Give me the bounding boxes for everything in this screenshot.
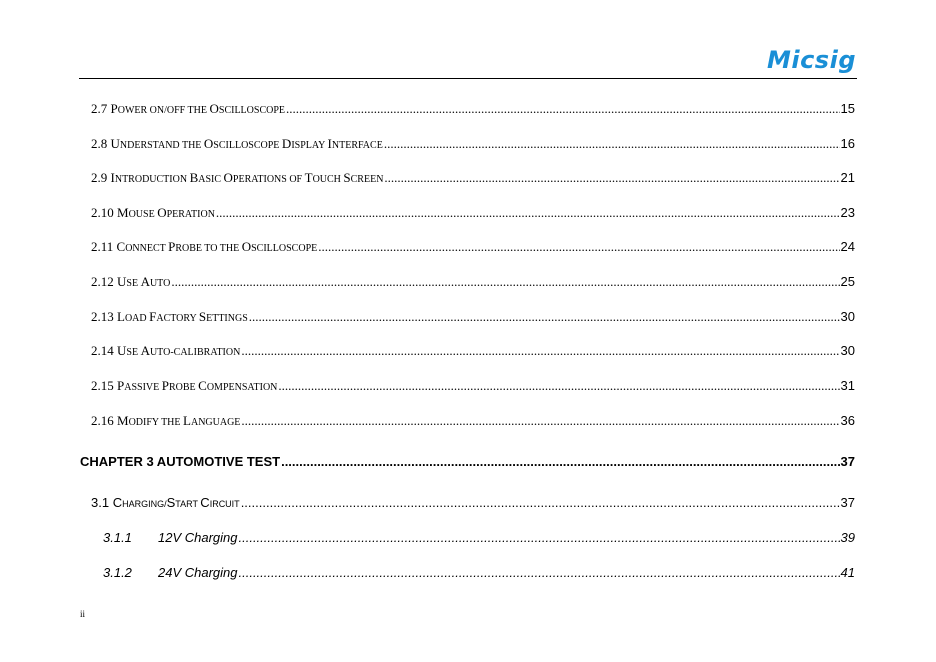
micsig-logo: Micsig xyxy=(766,46,856,74)
dot-leader xyxy=(318,239,839,255)
toc-page-number: 15 xyxy=(840,101,855,116)
dot-leader xyxy=(216,205,840,221)
toc-page-number: 25 xyxy=(840,274,855,289)
toc-page-number: 30 xyxy=(840,343,855,358)
toc-entry-3-1-2[interactable] xyxy=(103,565,855,580)
dot-leader xyxy=(249,309,840,325)
footer-page-number: ii xyxy=(80,609,86,619)
toc-page-number: 31 xyxy=(840,378,855,393)
dot-leader xyxy=(384,136,840,152)
dot-leader xyxy=(241,343,839,359)
toc-page-number: 41 xyxy=(840,565,855,580)
toc-entry-title: 2.10 MOUSE OPERATION xyxy=(91,205,215,220)
toc-page-number: 37 xyxy=(840,495,855,510)
dot-leader xyxy=(171,274,839,290)
toc-entry-title: 2.14 USE AUTO-CALIBRATION xyxy=(91,343,241,358)
toc-entry-2-11[interactable] xyxy=(91,239,855,255)
dot-leader xyxy=(384,170,839,186)
toc-entry-title: 3.1 CHARGING/START CIRCUIT xyxy=(91,495,240,510)
toc-entry-chapter-3[interactable] xyxy=(80,454,855,469)
toc-entry-2-13[interactable] xyxy=(91,309,855,325)
toc-page-number: 21 xyxy=(840,170,855,185)
dot-leader xyxy=(281,454,839,469)
toc-page-number: 39 xyxy=(840,530,855,545)
dot-leader xyxy=(239,565,840,580)
dot-leader xyxy=(241,413,839,429)
toc-page-number: 36 xyxy=(840,413,855,428)
toc-entry-title: 2.13 LOAD FACTORY SETTINGS xyxy=(91,309,248,324)
toc-entry-2-7[interactable] xyxy=(91,101,855,117)
toc-entry-title: 2.7 POWER ON/OFF THE OSCILLOSCOPE xyxy=(91,101,286,116)
header-rule xyxy=(79,78,857,79)
toc-entry-title: 3.1.1 12V Charging xyxy=(103,530,238,545)
toc-entry-3-1-1[interactable] xyxy=(103,530,855,545)
toc-page-number: 16 xyxy=(840,136,855,151)
dot-leader xyxy=(278,378,839,394)
toc-entry-2-8[interactable] xyxy=(91,136,855,152)
dot-leader xyxy=(241,495,840,510)
toc-entry-2-15[interactable] xyxy=(91,378,855,394)
toc-entry-title: 2.11 CONNECT PROBE TO THE OSCILLOSCOPE xyxy=(91,239,318,254)
toc-page-number: 24 xyxy=(840,239,855,254)
toc-entry-2-16[interactable] xyxy=(91,413,855,429)
toc-entry-3-1[interactable] xyxy=(91,495,855,510)
dot-leader xyxy=(239,530,840,545)
toc-page-number: 37 xyxy=(840,454,855,469)
dot-leader xyxy=(286,101,840,117)
toc-entry-2-14[interactable] xyxy=(91,343,855,359)
toc-entry-title: CHAPTER 3 AUTOMOTIVE TEST xyxy=(80,454,281,469)
toc-entry-title: 2.8 UNDERSTAND THE OSCILLOSCOPE DISPLAY INTERFACE xyxy=(91,136,383,151)
toc-entry-title: 2.9 INTRODUCTION BASIC OPERATIONS OF TOUCH SCREEN xyxy=(91,170,384,185)
toc-page-number: 23 xyxy=(840,205,855,220)
toc-entry-title: 2.12 USE AUTO xyxy=(91,274,171,289)
toc-entry-title: 2.16 MODIFY THE LANGUAGE xyxy=(91,413,241,428)
toc-entry-2-9[interactable] xyxy=(91,170,855,186)
toc-entry-title: 3.1.2 24V Charging xyxy=(103,565,238,580)
toc-page-number: 30 xyxy=(840,309,855,324)
toc-entry-2-12[interactable] xyxy=(91,274,855,290)
toc-entry-2-10[interactable] xyxy=(91,205,855,221)
toc-entry-title: 2.15 PASSIVE PROBE COMPENSATION xyxy=(91,378,278,393)
